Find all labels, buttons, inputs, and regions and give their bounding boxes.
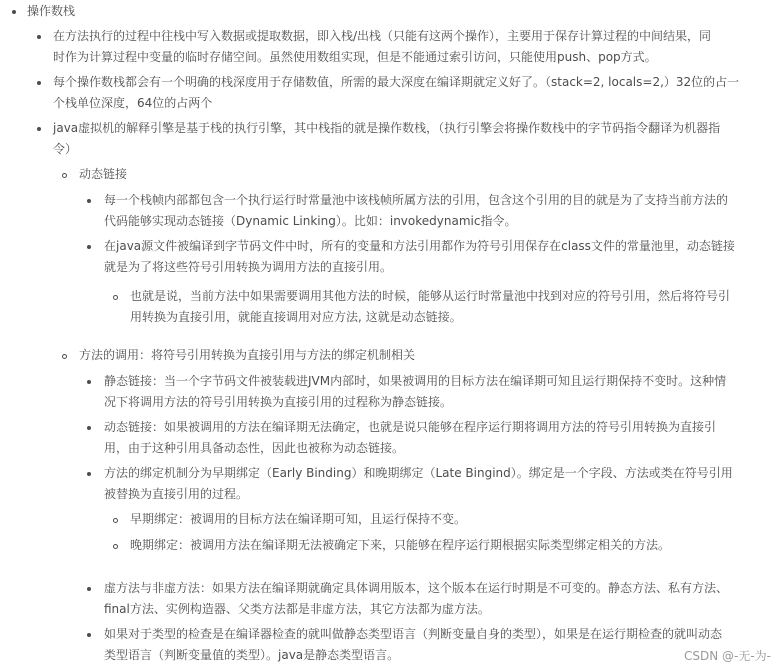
csdn-watermark: CSDN @-无-为- xyxy=(683,649,771,663)
list-item-text-line: 被替换为直接引用的过程。 xyxy=(104,487,249,501)
bullet-dot-icon xyxy=(87,587,91,591)
bullet-dot-icon xyxy=(87,472,91,476)
bullet-dot-icon xyxy=(87,633,91,637)
list-item-text-line: 如果对于类型的检查是在编译器检查的就叫做静态类型语言（判断变量自身的类型），如果是在运行期检查的就叫动态 xyxy=(104,627,723,641)
bullet-dot-icon xyxy=(37,127,41,131)
list-item-text-line: 就是为了将这些符号引用转换为调用方法的直接引用。 xyxy=(104,260,393,274)
list-item-text-line: 个栈单位深度，64位的占两个 xyxy=(53,96,213,110)
bullet-dot-icon xyxy=(87,426,91,430)
list-item xyxy=(79,345,415,366)
list-item-text-line: 用转换为直接引用，就能直接调用对应方法, 这就是动态链接。 xyxy=(130,310,462,324)
list-item xyxy=(79,164,127,185)
list-item xyxy=(104,236,735,278)
list-item-text-line: 每个操作数栈都会有一个明确的栈深度用于存储数值，所需的最大深度在编译期就定义好了。（stack=2, locals=2,）32位的占一 xyxy=(53,75,740,89)
list-item xyxy=(104,371,726,413)
list-item xyxy=(104,578,728,620)
list-item-text-line: 时作为计算过程中变量的临时存储空间。虽然使用数组实现，但是不能通过索引访问，只能使用push、pop方式。 xyxy=(53,50,657,64)
list-item-text-line: 用，由于这种引用具备动态性，因此也被称为动态链接。 xyxy=(104,441,405,455)
list-item-text-line: final方法、实例构造器、父类方法都是非虚方法，其它方法都为虚方法。 xyxy=(104,602,490,616)
list-item xyxy=(104,417,716,459)
list-item-text-line: 动态链接：如果被调用的方法在编译期无法确定，也就是说只能够在程序运行期将调用方法的符号引用转换为直接引 xyxy=(104,420,717,434)
list-item-text-line: 静态链接：当一个字节码文件被装载进JVM内部时，如果被调用的目标方法在编译期可知且运行期保持不变时。这种情 xyxy=(104,374,727,388)
list-item-text-line: 晚期绑定：被调用方法在编译期无法被确定下来，只能够在程序运行期根据实际类型绑定相关的方法。 xyxy=(130,538,671,552)
list-item-text-line: 代码能够实现动态链接（Dynamic Linking）。比如：invokedynamic指令。 xyxy=(104,214,517,228)
list-item-text-line: 方法的绑定机制分为早期绑定（Early Binding）和晚期绑定（Late Bingind）。绑定是一个字段、方法或类在符号引用 xyxy=(104,466,733,480)
list-item xyxy=(53,72,739,114)
bullet-dot-icon xyxy=(87,199,91,203)
list-item-text-line: 令） xyxy=(53,142,78,156)
list-item-text-line: 在方法执行的过程中往栈中写入数据或提取数据，即入栈/出栈（只能有这两个操作），主要用于保存计算过程的中间结果，同 xyxy=(53,29,712,43)
list-item-text-line: 在java源文件被编译到字节码文件中时，所有的变量和方法引用都作为符号引用保存在class文件的常量池里，动态链接 xyxy=(104,239,735,253)
list-item xyxy=(130,535,670,556)
list-item-text-line: 类型语言（判断变量值的类型）。java是静态类型语言。 xyxy=(104,648,400,662)
list-item-text-line: 每一个栈帧内部都包含一个执行运行时常量池中该栈帧所属方法的引用，包含这个引用的目的就是为了支持当前方法的 xyxy=(104,193,729,207)
list-item xyxy=(53,26,711,68)
list-item-text-line: 早期绑定：被调用的目标方法在编译期可知，且运行保持不变。 xyxy=(130,512,467,526)
list-item xyxy=(104,190,728,232)
bullet-dot-icon xyxy=(37,35,41,39)
list-item-text-line: 况下将调用方法的符号引用转换为直接引用的过程称为静态链接。 xyxy=(104,395,453,409)
list-item-text-line: 虚方法与非虚方法：如果方法在编译期就确定具体调用版本，这个版本在运行时期是不可变的。静态方法、私有方法、 xyxy=(104,581,729,595)
bullet-dot-icon xyxy=(62,354,67,359)
bullet-dot-icon xyxy=(113,295,118,300)
list-item-text-line: 方法的调用：将符号引用转换为直接引用与方法的绑定机制相关 xyxy=(79,348,416,362)
list-item xyxy=(130,286,730,328)
list-item xyxy=(27,1,75,22)
bullet-dot-icon xyxy=(37,81,41,85)
list-item-text-line: 也就是说，当前方法中如果需要调用其他方法的时候，能够从运行时常量池中找到对应的符号引用，然后将符号引 xyxy=(130,289,731,303)
bullet-dot-icon xyxy=(12,10,16,14)
list-item-text-line: java虚拟机的解释引擎是基于栈的执行引擎，其中栈指的就是操作数栈，（执行引擎会将操作数栈中的字节码指令翻译为机器指 xyxy=(53,121,721,135)
bullet-dot-icon xyxy=(87,245,91,249)
list-item xyxy=(104,624,722,666)
bullet-dot-icon xyxy=(113,518,118,523)
list-item-text-line: 动态链接 xyxy=(79,167,128,181)
list-item xyxy=(53,118,720,160)
list-item-text-line: 操作数栈 xyxy=(27,4,76,18)
list-item xyxy=(104,463,733,505)
bullet-dot-icon xyxy=(113,544,118,549)
bullet-dot-icon xyxy=(62,173,67,178)
bullet-dot-icon xyxy=(87,380,91,384)
list-item xyxy=(130,509,466,530)
